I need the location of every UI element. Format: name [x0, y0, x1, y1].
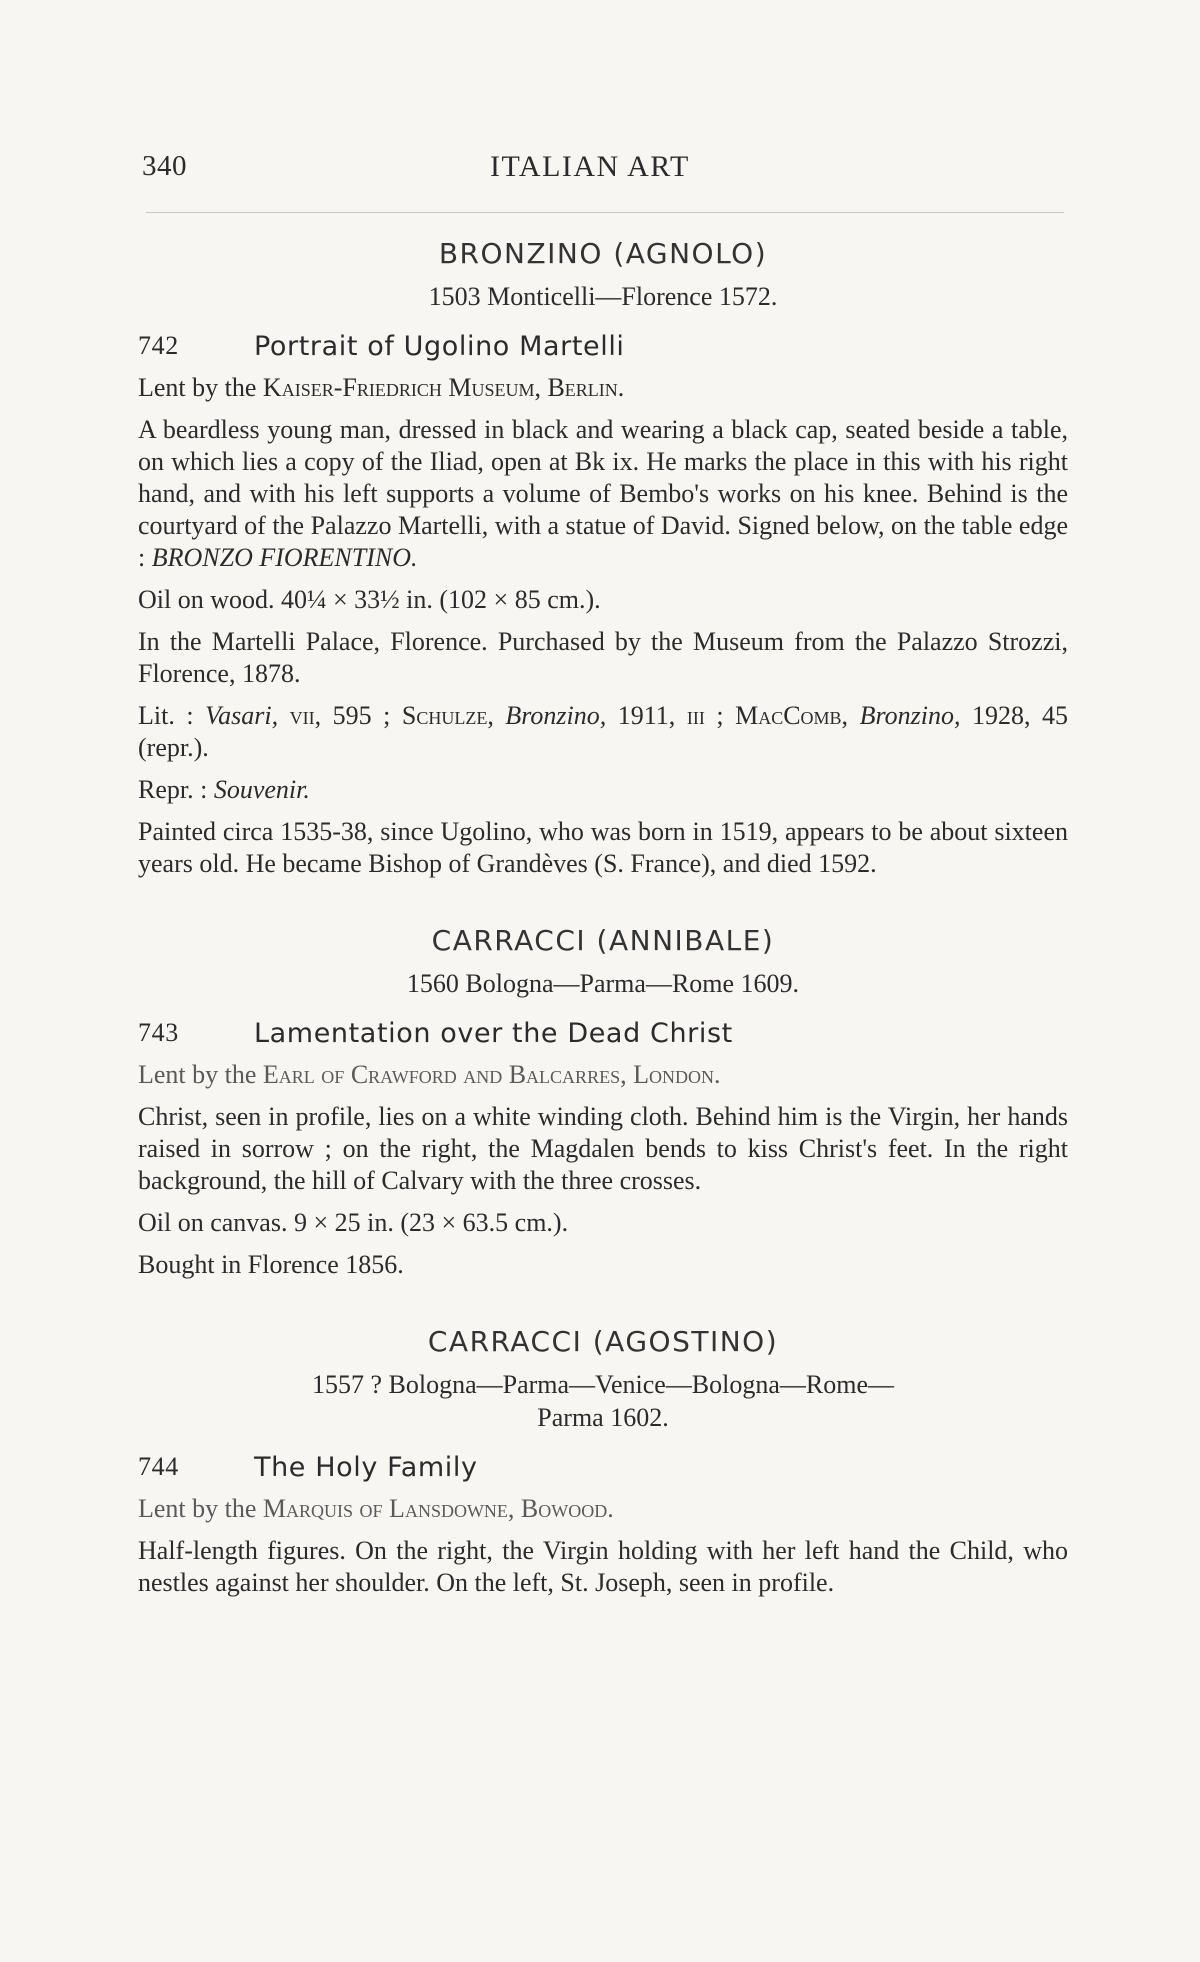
lit-ref-2-detail: 1911, iii ; MacComb,	[606, 701, 860, 730]
lender-line	[138, 1059, 1068, 1091]
entry-title	[138, 1452, 1068, 1483]
lender-name: Kaiser-Friedrich Museum, Berlin.	[262, 373, 625, 402]
lit-ref-1: Vasari,	[205, 701, 279, 730]
catalogue-number: 742	[138, 331, 179, 360]
lender-line	[138, 1493, 1068, 1525]
entry-annibale-carracci	[138, 924, 1068, 1281]
reproduction	[138, 774, 1068, 806]
entry-agostino-carracci	[138, 1325, 1068, 1599]
provenance: Bought in Florence 1856.	[138, 1250, 404, 1279]
repr-value: Souvenir.	[213, 775, 310, 804]
artwork-title: The Holy Family	[254, 1452, 478, 1483]
artist-dates-line-2: Parma 1602.	[537, 1403, 669, 1432]
medium-dimensions: Oil on canvas. 9 × 25 in. (23 × 63.5 cm.).	[138, 1208, 569, 1237]
signature-inscription: BRONZO FIORENTINO.	[151, 543, 418, 572]
entry-title	[138, 331, 1068, 362]
lender-line	[138, 372, 1068, 404]
description: Half-length figures. On the right, the Virgin holding with her left hand the Child, who nestles against her shoulder. On the left, St. Joseph, seen in profile.	[138, 1536, 1068, 1597]
lent-prefix: Lent by the	[138, 1060, 263, 1089]
lit-ref-2: Bronzino,	[505, 701, 607, 730]
lent-prefix: Lent by the	[138, 1494, 263, 1523]
header-rule	[146, 212, 1064, 213]
artist-dates: 1560 Bologna—Parma—Rome 1609.	[406, 969, 800, 998]
artist-heading: BRONZINO (AGNOLO)	[438, 237, 768, 270]
note: Painted circa 1535-38, since Ugolino, who was born in 1519, appears to be about sixteen years old. He became Bishop of Grandèves (S. France), and died 1592.	[138, 817, 1068, 878]
running-title: ITALIAN ART	[490, 150, 690, 183]
description	[138, 414, 1068, 574]
lender-name: Earl of Crawford and Balcarres, London.	[262, 1060, 721, 1089]
catalogue-number: 743	[138, 1018, 179, 1047]
artist-dates	[138, 1368, 1068, 1434]
medium-dimensions: Oil on wood. 40¼ × 33½ in. (102 × 85 cm.).	[138, 585, 601, 614]
description-text: A beardless young man, dressed in black and wearing a black cap, seated beside a table, on which lies a copy of the Iliad, open at Bk ix. He marks the place in this with his right hand, and with his left supports a volume of Bembo's works on his knee. Behind is the courtyard of the Palazzo Martelli, with a statue of David. Signed below, on the table edge :	[138, 415, 1068, 572]
artwork-title: Portrait of Ugolino Martelli	[254, 331, 625, 362]
catalogue-number: 744	[138, 1452, 179, 1481]
artist-dates: 1503 Monticelli—Florence 1572.	[428, 282, 778, 311]
artist-heading: CARRACCI (AGOSTINO)	[427, 1325, 779, 1358]
lender-name: Marquis of Lansdowne, Bowood.	[262, 1494, 614, 1523]
lit-ref-3: Bronzino,	[859, 701, 961, 730]
lit-ref-1-detail: vii, 595 ; Schulze,	[278, 701, 506, 730]
lit-prefix: Lit. :	[138, 701, 206, 730]
page-number: 340	[142, 150, 187, 182]
artist-heading: CARRACCI (ANNIBALE)	[431, 924, 775, 957]
provenance: In the Martelli Palace, Florence. Purchased by the Museum from the Palazzo Strozzi, Florence, 1878.	[138, 627, 1068, 688]
description: Christ, seen in profile, lies on a white winding cloth. Behind him is the Virgin, her hands raised in sorrow ; on the right, the Magdalen bends to kiss Christ's feet. In the right background, the hill of Calvary with the three crosses.	[138, 1102, 1068, 1195]
entry-bronzino	[138, 237, 1068, 880]
lent-prefix: Lent by the	[138, 373, 263, 402]
lit-ref-3-detail: 1928, 45 (repr.).	[138, 701, 1069, 762]
artwork-title: Lamentation over the Dead Christ	[254, 1018, 733, 1049]
repr-prefix: Repr. :	[138, 775, 214, 804]
artist-dates-line-1: 1557 ? Bologna—Parma—Venice—Bologna—Rome—	[311, 1370, 895, 1399]
page	[138, 150, 1068, 1599]
literature	[138, 700, 1068, 764]
running-head	[138, 150, 1068, 190]
entry-title	[138, 1018, 1068, 1049]
